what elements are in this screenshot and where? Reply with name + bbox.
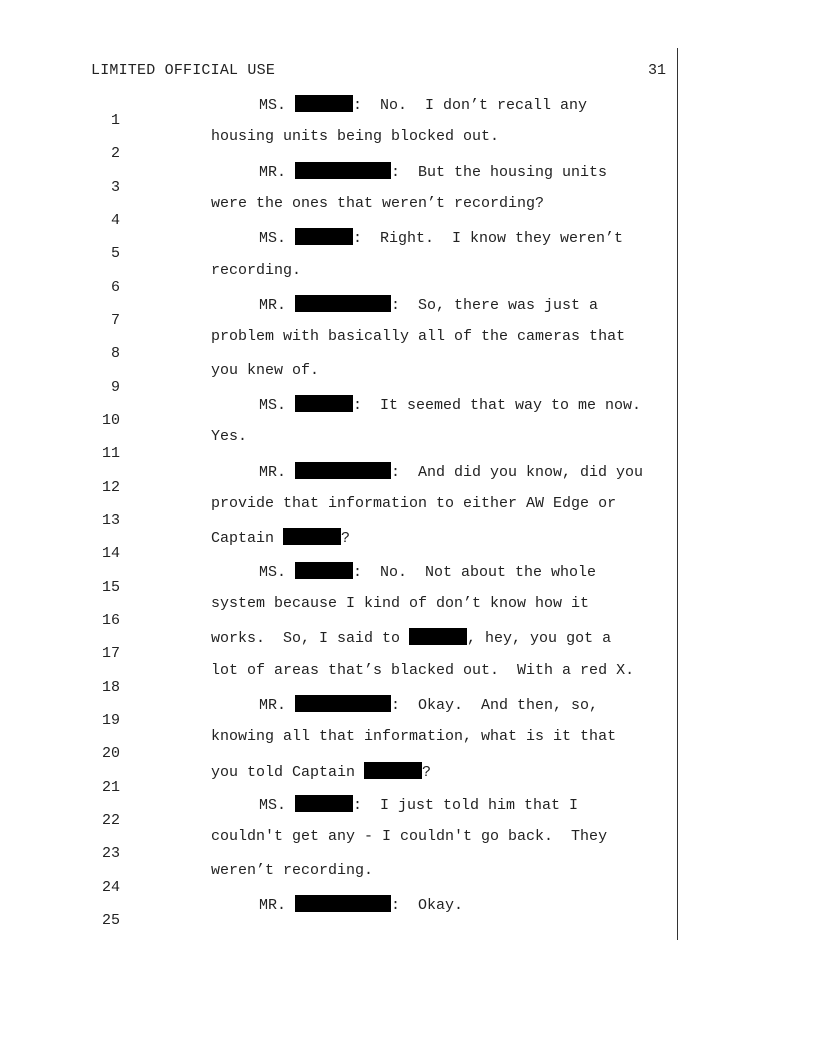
line-text: problem with basically all of the cameras that	[211, 328, 626, 345]
transcript-line	[0, 595, 816, 629]
transcript-line	[0, 728, 816, 762]
transcript-line	[0, 495, 816, 529]
transcript-line	[0, 695, 816, 729]
redaction-box	[295, 95, 353, 112]
line-text: MR. : Okay.	[259, 897, 464, 914]
line-number: 19	[101, 712, 120, 729]
line-number: 13	[101, 512, 120, 529]
line-text: MS. : It seemed that way to me now.	[259, 397, 642, 414]
transcript-line	[0, 128, 816, 162]
transcript-line	[0, 162, 816, 196]
line-number: 3	[110, 179, 120, 196]
line-text: system because I kind of don’t know how it	[211, 595, 590, 612]
transcript-line	[0, 862, 816, 896]
transcript-line	[0, 428, 816, 462]
transcript-line	[0, 562, 816, 596]
redaction-box	[295, 695, 391, 712]
line-text: MR. : And did you know, did you	[259, 464, 644, 481]
line-number: 7	[110, 312, 120, 329]
line-text: MR. : So, there was just a	[259, 297, 599, 314]
line-number: 8	[110, 345, 120, 362]
transcript-line	[0, 262, 816, 296]
transcript-line	[0, 828, 816, 862]
line-number: 9	[110, 379, 120, 396]
line-text: provide that information to either AW Edge or	[211, 495, 617, 512]
line-number: 16	[101, 612, 120, 629]
line-text: MR. : But the housing units	[259, 164, 608, 181]
line-text: MS. : No. Not about the whole	[259, 564, 597, 581]
line-number: 4	[110, 212, 120, 229]
line-number: 12	[101, 479, 120, 496]
redaction-box	[283, 528, 341, 545]
line-text: you told Captain ?	[211, 764, 432, 781]
line-number: 18	[101, 679, 120, 696]
redaction-box	[409, 628, 467, 645]
redaction-box	[295, 895, 391, 912]
line-text: Yes.	[211, 428, 248, 445]
line-text: weren’t recording.	[211, 862, 374, 879]
line-text: MS. : No. I don’t recall any	[259, 97, 588, 114]
line-number: 5	[110, 245, 120, 262]
line-number: 1	[110, 112, 120, 129]
line-number: 17	[101, 645, 120, 662]
line-number: 24	[101, 879, 120, 896]
line-text: MR. : Okay. And then, so,	[259, 697, 599, 714]
transcript-line	[0, 628, 816, 662]
redaction-box	[295, 295, 391, 312]
line-number: 25	[101, 912, 120, 929]
line-text: were the ones that weren’t recording?	[211, 195, 545, 212]
transcript-line	[0, 228, 816, 262]
transcript-line	[0, 795, 816, 829]
transcript-line	[0, 528, 816, 562]
line-number: 11	[101, 445, 120, 462]
transcript-line	[0, 895, 816, 929]
line-number: 22	[101, 812, 120, 829]
transcript-line	[0, 195, 816, 229]
line-number: 6	[110, 279, 120, 296]
line-text: MS. : Right. I know they weren’t	[259, 230, 624, 247]
transcript-line	[0, 462, 816, 496]
line-text: lot of areas that’s blacked out. With a red X.	[211, 662, 635, 679]
transcript-line	[0, 662, 816, 696]
line-text: couldn't get any - I couldn't go back. They	[211, 828, 608, 845]
transcript-line	[0, 362, 816, 396]
line-text: housing units being blocked out.	[211, 128, 500, 145]
redaction-box	[295, 562, 353, 579]
transcript-line	[0, 395, 816, 429]
line-number: 20	[101, 745, 120, 762]
transcript-line	[0, 295, 816, 329]
transcript-line	[0, 95, 816, 129]
line-text: Captain ?	[211, 530, 351, 547]
line-text: knowing all that information, what is it that	[211, 728, 617, 745]
redaction-box	[295, 462, 391, 479]
transcript-line	[0, 762, 816, 796]
line-number: 15	[101, 579, 120, 596]
line-text: MS. : I just told him that I	[259, 797, 579, 814]
redaction-box	[295, 228, 353, 245]
line-number: 14	[101, 545, 120, 562]
line-number: 23	[101, 845, 120, 862]
redaction-box	[295, 162, 391, 179]
line-text: you knew of.	[211, 362, 320, 379]
line-number: 10	[101, 412, 120, 429]
redaction-box	[364, 762, 422, 779]
redaction-box	[295, 395, 353, 412]
classification-header: LIMITED OFFICIAL USE	[91, 62, 276, 79]
page-number: 31	[648, 62, 667, 79]
redaction-box	[295, 795, 353, 812]
line-text: recording.	[211, 262, 302, 279]
line-number: 21	[101, 779, 120, 796]
transcript-line	[0, 328, 816, 362]
line-number: 2	[110, 145, 120, 162]
line-text: works. So, I said to , hey, you got a	[211, 630, 612, 647]
